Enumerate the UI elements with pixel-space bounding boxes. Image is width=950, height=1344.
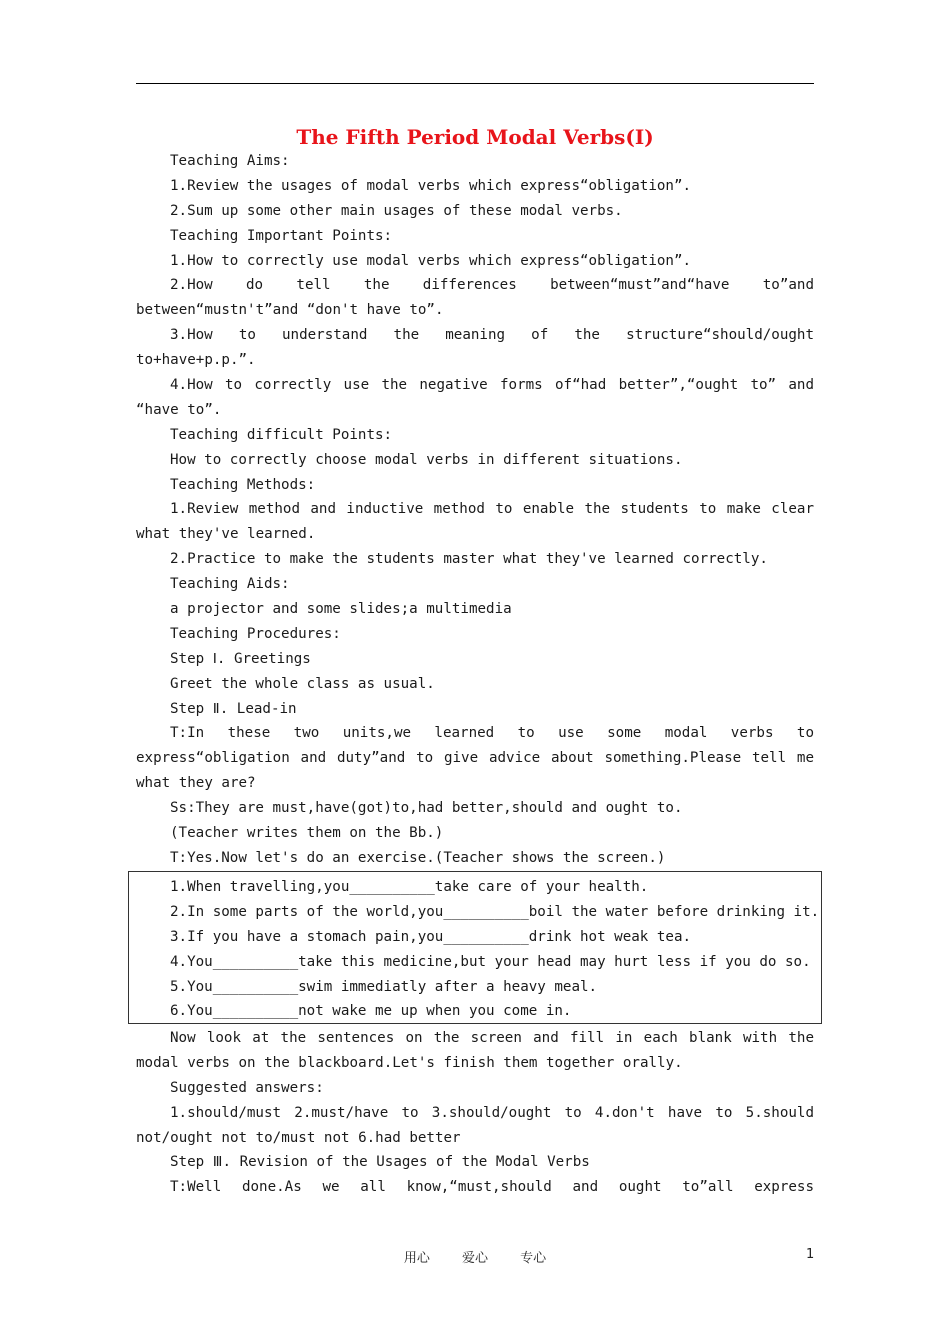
text-line: 4.You__________take this medicine,but your head may hurt less if you do so. <box>170 953 811 970</box>
text-line: Step Ⅱ. Lead-in <box>170 700 297 717</box>
text-line: Teaching difficult Points: <box>170 426 393 443</box>
text-line: T:Well done.As we all know,“must,should and ought to”all express <box>170 1179 814 1196</box>
text-line: express“obligation and duty”and to give advice about something.Please tell me <box>136 750 814 767</box>
text-line: T:Yes.Now let's do an exercise.(Teacher shows the screen.) <box>170 849 666 866</box>
text-line: 2.Sum up some other main usages of these modal verbs. <box>170 202 623 219</box>
footer-item: 用心 <box>403 1251 430 1266</box>
text-line: Teaching Important Points: <box>170 227 393 244</box>
text-line: Ss:They are must,have(got)to,had better,should and ought to. <box>170 800 683 817</box>
text-line: (Teacher writes them on the Bb.) <box>170 825 444 842</box>
text-line: 2.Practice to make the students master what they've learned correctly. <box>170 551 768 568</box>
text-line: Step Ⅰ. Greetings <box>170 650 311 667</box>
page-number: 1 <box>806 1247 815 1262</box>
text-line: 1.Review the usages of modal verbs which express“obligation”. <box>170 177 692 194</box>
text-line: Teaching Procedures: <box>170 625 341 642</box>
text-line: not/ought not to/must not 6.had better <box>136 1129 461 1146</box>
footer-item: 爱心 <box>461 1251 488 1266</box>
text-line: what they've learned. <box>136 526 316 543</box>
text-line: modal verbs on the blackboard.Let's finish them together orally. <box>136 1054 683 1071</box>
text-line: what they are? <box>136 775 256 792</box>
text-line: “have to”. <box>136 401 222 418</box>
text-line: to+have+p.p.”. <box>136 352 256 369</box>
text-line: Suggested answers: <box>170 1079 324 1096</box>
text-line: 5.You__________swim immediatly after a heavy meal. <box>170 978 598 995</box>
text-line: Teaching Aids: <box>170 576 290 593</box>
text-line: Now look at the sentences on the screen and fill in each blank with the <box>170 1030 814 1046</box>
exercise-list <box>129 875 821 1024</box>
header-rule <box>136 83 814 84</box>
text-line: 1.should/must 2.must/have to 3.should/ought to 4.don't have to 5.should <box>170 1104 814 1121</box>
text-line: 6.You__________not wake me up when you come in. <box>170 1003 572 1020</box>
text-line: 4.How to correctly use the negative forms of“had better”,“ought to” and <box>170 377 814 394</box>
text-line: 3.If you have a stomach pain,you__________drink hot weak tea. <box>170 928 692 945</box>
page-title: The Fifth Period Modal Verbs(Ⅰ) <box>296 125 654 149</box>
text-line: 1.When travelling,you__________take care of your health. <box>170 879 649 895</box>
text-line: Greet the whole class as usual. <box>170 675 435 692</box>
text-line: Teaching Aims: <box>170 153 290 169</box>
text-line: Teaching Methods: <box>170 476 316 493</box>
text-line: 1.Review method and inductive method to enable the students to make clear <box>170 501 814 518</box>
text-line: How to correctly choose modal verbs in different situations. <box>170 451 683 468</box>
body-text <box>136 149 814 871</box>
text-line: between“mustn't”and “don't have to”. <box>136 302 444 319</box>
text-line: a projector and some slides;a multimedia <box>170 601 512 618</box>
text-line: T:In these two units,we learned to use some modal verbs to <box>170 725 814 742</box>
exercise-box <box>128 871 822 1024</box>
text-line: Step Ⅲ. Revision of the Usages of the Modal Verbs <box>170 1154 590 1171</box>
text-line: 3.How to understand the meaning of the structure“should/ought <box>170 327 814 344</box>
text-line: 2.How do tell the differences between“must”and“have to”and <box>170 277 814 294</box>
text-line: 2.In some parts of the world,you__________boil the water before drinking it. <box>170 903 820 920</box>
footer-item: 专心 <box>520 1251 547 1266</box>
body-text-continued <box>136 1026 814 1200</box>
text-line: 1.How to correctly use modal verbs which express“obligation”. <box>170 252 692 269</box>
